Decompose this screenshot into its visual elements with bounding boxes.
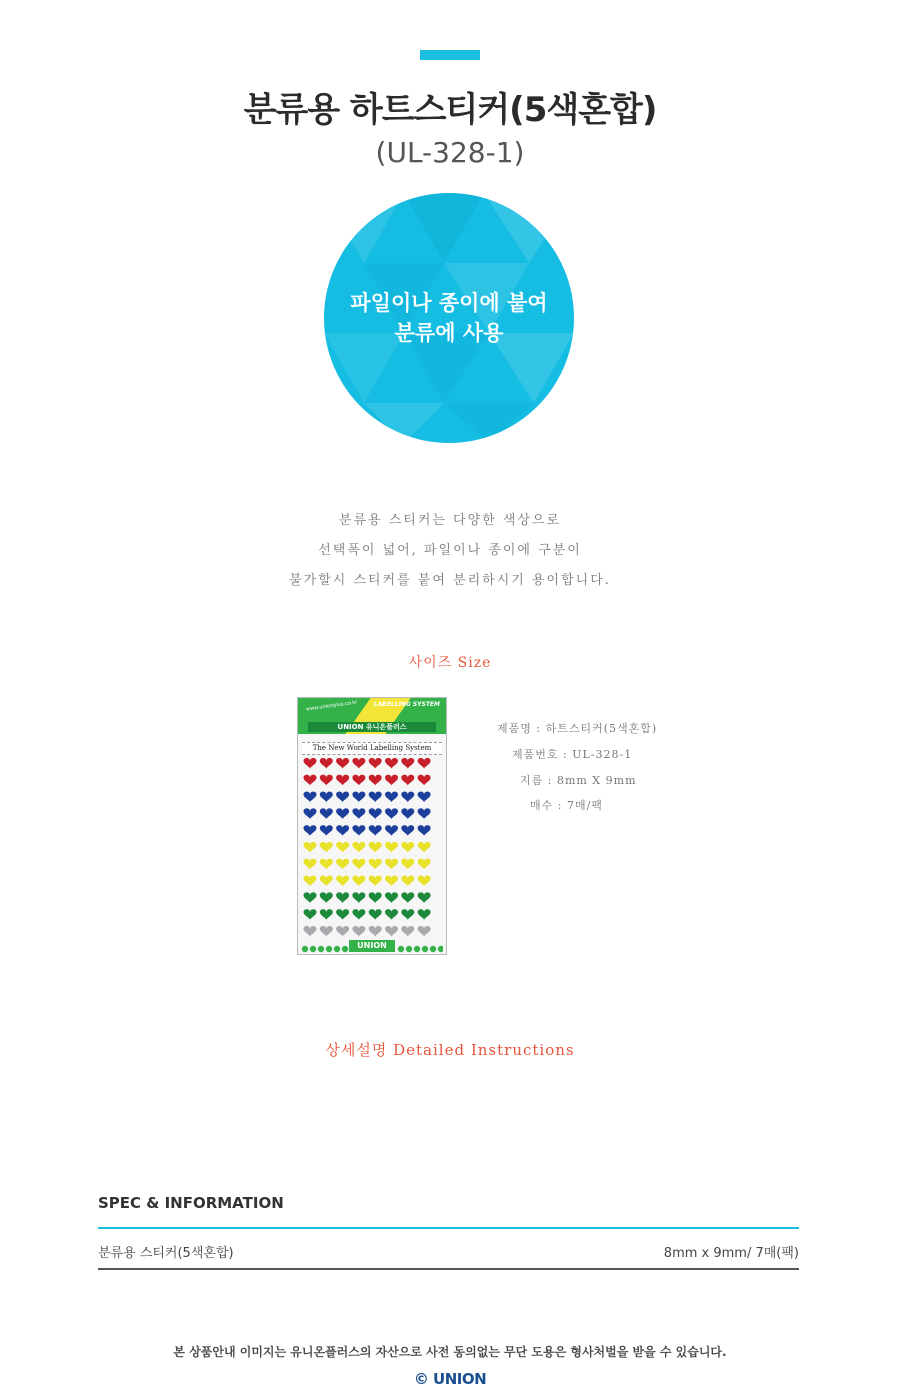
heart-sticker bbox=[418, 758, 431, 769]
spec-heading: SPEC & INFORMATION bbox=[98, 1194, 284, 1212]
heart-sticker bbox=[352, 792, 365, 803]
spec-divider-top bbox=[98, 1227, 799, 1229]
heart-sticker bbox=[401, 792, 414, 803]
heart-sticker bbox=[418, 926, 431, 937]
heart-sticker bbox=[401, 926, 414, 937]
heart-sticker bbox=[401, 808, 414, 819]
heart-sticker bbox=[385, 876, 398, 887]
circle-line-2: 분류에 사용 bbox=[394, 321, 504, 345]
heart-sticker bbox=[369, 825, 382, 836]
package-brand: UNION 유니온플러스 bbox=[308, 722, 436, 732]
heart-sticker bbox=[385, 808, 398, 819]
heart-sticker bbox=[336, 876, 349, 887]
heart-sticker bbox=[304, 842, 317, 853]
green-dot bbox=[414, 946, 420, 952]
heart-sticker bbox=[352, 808, 365, 819]
heart-sticker bbox=[320, 842, 333, 853]
heart-sticker bbox=[401, 758, 414, 769]
product-model: (UL-328-1) bbox=[375, 136, 525, 169]
heart-sticker bbox=[352, 758, 365, 769]
heart-sticker bbox=[352, 775, 365, 786]
heart-sticker bbox=[418, 842, 431, 853]
heart-sticker bbox=[369, 909, 382, 920]
heart-sticker bbox=[320, 892, 333, 903]
heart-sticker bbox=[320, 825, 333, 836]
package-footer bbox=[301, 940, 443, 952]
heart-sticker-grid bbox=[298, 754, 446, 940]
heart-sticker bbox=[385, 775, 398, 786]
green-dot bbox=[398, 946, 404, 952]
copyright-notice: 본 상품안내 이미지는 유니온플러스의 자산으로 사전 동의없는 무단 도용은 형사처벌을 받을 수 있습니다. bbox=[173, 1345, 727, 1359]
heart-sticker bbox=[304, 808, 317, 819]
union-logo: © UNION bbox=[413, 1370, 487, 1388]
product-package-image bbox=[297, 697, 447, 955]
heart-sticker bbox=[352, 859, 365, 870]
package-labelling-text: LABELLING SYSTEM bbox=[373, 701, 440, 708]
heart-sticker bbox=[336, 792, 349, 803]
heart-sticker bbox=[304, 758, 317, 769]
heart-sticker bbox=[320, 859, 333, 870]
spec-divider-bottom bbox=[98, 1268, 799, 1270]
heart-sticker bbox=[304, 876, 317, 887]
heart-sticker bbox=[304, 825, 317, 836]
heart-sticker bbox=[336, 825, 349, 836]
green-dot bbox=[334, 946, 340, 952]
heart-sticker bbox=[336, 909, 349, 920]
heart-sticker bbox=[320, 808, 333, 819]
heart-sticker bbox=[401, 892, 414, 903]
heart-sticker bbox=[401, 859, 414, 870]
green-dot bbox=[310, 946, 316, 952]
heart-sticker bbox=[352, 876, 365, 887]
heart-sticker bbox=[336, 859, 349, 870]
green-dot bbox=[302, 946, 308, 952]
heart-sticker bbox=[304, 859, 317, 870]
heart-sticker bbox=[385, 909, 398, 920]
heart-sticker bbox=[320, 876, 333, 887]
green-dot bbox=[326, 946, 332, 952]
green-dot bbox=[438, 946, 443, 952]
spec-product-number: 제품번호 : UL-328-1 bbox=[512, 748, 633, 761]
heart-sticker bbox=[352, 842, 365, 853]
heart-sticker bbox=[385, 859, 398, 870]
green-dot bbox=[406, 946, 412, 952]
heart-sticker bbox=[320, 909, 333, 920]
heart-sticker bbox=[369, 775, 382, 786]
circle-text bbox=[324, 288, 574, 348]
heart-sticker bbox=[418, 909, 431, 920]
description-line-2: 선택폭이 넓어, 파일이나 종이에 구분이 bbox=[318, 543, 582, 558]
accent-bar bbox=[420, 50, 480, 60]
heart-sticker bbox=[385, 825, 398, 836]
heart-sticker bbox=[336, 926, 349, 937]
description-line-1: 분류용 스티커는 다양한 색상으로 bbox=[338, 513, 562, 528]
heart-sticker bbox=[401, 775, 414, 786]
heart-sticker bbox=[385, 842, 398, 853]
spec-quantity: 매수 : 7매/팩 bbox=[530, 799, 603, 812]
package-url: www.unionplus.co.kr bbox=[305, 699, 358, 713]
heart-sticker bbox=[320, 758, 333, 769]
heart-sticker bbox=[369, 876, 382, 887]
heart-sticker bbox=[418, 825, 431, 836]
spec-table-value: 8mm x 9mm/ 7매(팩) bbox=[663, 1246, 799, 1261]
heart-sticker bbox=[352, 909, 365, 920]
circle-line-1: 파일이나 종이에 붙여 bbox=[350, 291, 548, 315]
package-tagline: The New World Labelling System bbox=[302, 742, 442, 755]
heart-sticker bbox=[401, 909, 414, 920]
green-dot bbox=[318, 946, 324, 952]
heart-sticker bbox=[401, 825, 414, 836]
heart-sticker bbox=[320, 775, 333, 786]
heart-sticker bbox=[385, 792, 398, 803]
heart-sticker bbox=[304, 909, 317, 920]
heart-sticker bbox=[369, 859, 382, 870]
heart-sticker bbox=[401, 876, 414, 887]
heart-sticker bbox=[336, 775, 349, 786]
heart-sticker bbox=[401, 842, 414, 853]
heart-sticker bbox=[369, 892, 382, 903]
size-section-title: 사이즈 Size bbox=[408, 655, 492, 671]
detail-section-title: 상세설명 Detailed Instructions bbox=[325, 1041, 575, 1059]
heart-sticker bbox=[336, 892, 349, 903]
heart-sticker bbox=[336, 758, 349, 769]
package-header bbox=[298, 698, 446, 734]
heart-sticker bbox=[369, 758, 382, 769]
heart-sticker bbox=[418, 792, 431, 803]
product-title: 분류용 하트스티커(5색혼합) bbox=[243, 90, 657, 130]
heart-sticker bbox=[385, 892, 398, 903]
heart-sticker bbox=[336, 842, 349, 853]
package-bottom-brand: UNION bbox=[349, 940, 395, 952]
green-dot bbox=[342, 946, 348, 952]
heart-sticker bbox=[369, 792, 382, 803]
heart-sticker bbox=[418, 876, 431, 887]
heart-sticker bbox=[369, 808, 382, 819]
heart-sticker bbox=[352, 926, 365, 937]
heart-sticker bbox=[352, 825, 365, 836]
heart-sticker bbox=[418, 859, 431, 870]
heart-sticker bbox=[336, 808, 349, 819]
heart-sticker bbox=[385, 758, 398, 769]
heart-sticker bbox=[418, 775, 431, 786]
heart-sticker bbox=[352, 892, 365, 903]
description-line-3: 불가할시 스티커를 붙여 분리하시기 용이합니다. bbox=[289, 573, 611, 588]
green-dot bbox=[422, 946, 428, 952]
feature-circle bbox=[324, 193, 574, 443]
heart-sticker bbox=[385, 926, 398, 937]
heart-sticker bbox=[369, 926, 382, 937]
heart-sticker bbox=[418, 892, 431, 903]
heart-sticker bbox=[320, 792, 333, 803]
heart-sticker bbox=[418, 808, 431, 819]
green-dot bbox=[430, 946, 436, 952]
heart-sticker bbox=[369, 842, 382, 853]
heart-sticker bbox=[320, 926, 333, 937]
heart-sticker bbox=[304, 775, 317, 786]
spec-table-name: 분류용 스티커(5색혼합) bbox=[98, 1246, 234, 1261]
spec-diameter: 지름 : 8mm X 9mm bbox=[520, 774, 637, 787]
heart-sticker bbox=[304, 792, 317, 803]
spec-product-name: 제품명 : 하트스티커(5색혼합) bbox=[497, 722, 658, 735]
heart-sticker bbox=[304, 892, 317, 903]
heart-sticker bbox=[304, 926, 317, 937]
